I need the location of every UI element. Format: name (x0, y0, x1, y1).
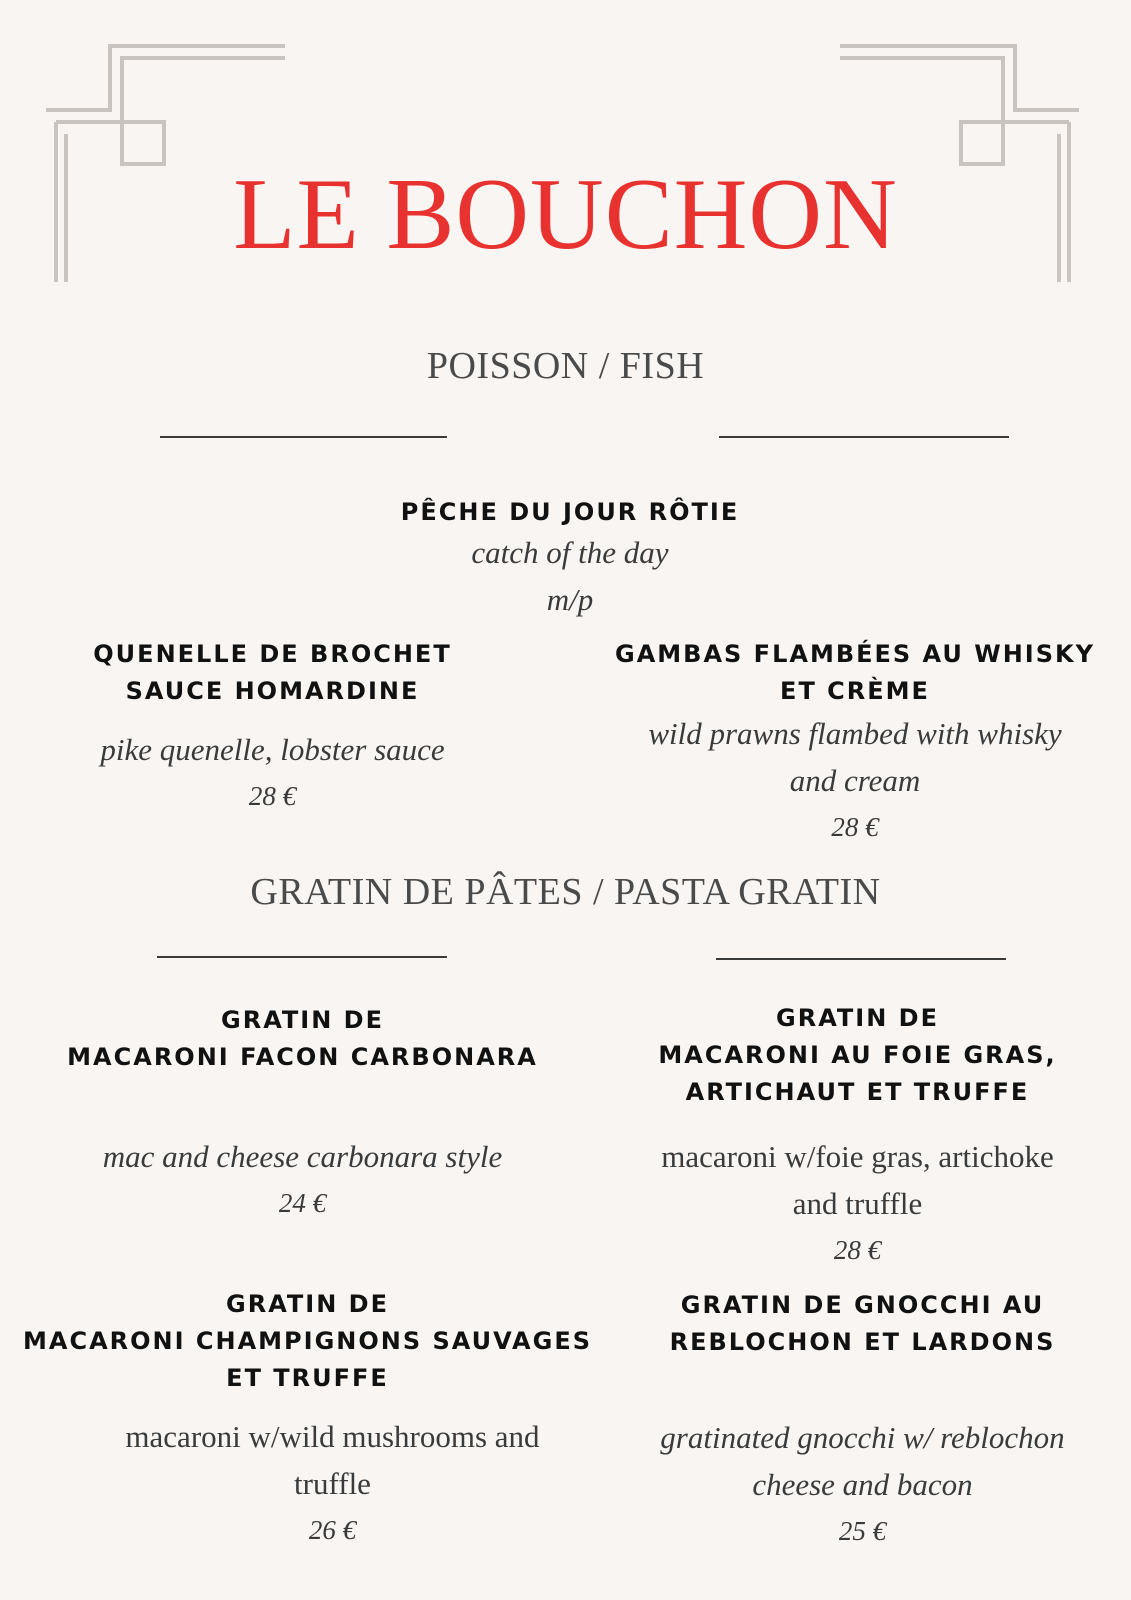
dish-price: 28 € (248, 781, 297, 811)
dish-price: m/p (546, 582, 594, 617)
dish-price: 25 € (838, 1516, 887, 1546)
dish-name-line3: ARTICHAUT ET TRUFFE (685, 1078, 1030, 1106)
dish-description-line1: macaroni w/foie gras, artichoke (661, 1139, 1054, 1174)
dish-price: 26 € (308, 1515, 357, 1545)
dish-price: 24 € (278, 1188, 327, 1218)
dish-name-line2: SAUCE HOMARDINE (125, 677, 420, 705)
dish-name-line2: MACARONI FACON CARBONARA (67, 1043, 538, 1071)
dish-description-line1: wild prawns flambed with whisky (648, 716, 1062, 751)
dish-price: 28 € (831, 812, 879, 842)
dish-name-line1: GRATIN DE (221, 1006, 384, 1034)
divider-right (719, 436, 1009, 438)
dish-description: catch of the day (471, 535, 669, 570)
dish-name-line3: ET TRUFFE (226, 1364, 389, 1392)
dish-name-line1: GRATIN DE GNOCCHI AU (680, 1291, 1045, 1319)
dish-description-line2: truffle (294, 1466, 371, 1501)
dish-quenelle (40, 636, 505, 820)
dish-description-line1: gratinated gnocchi w/ reblochon (660, 1420, 1065, 1455)
dish-gratin-foie-gras (600, 1000, 1115, 1274)
dish-name-line2: REBLOCHON ET LARDONS (669, 1328, 1056, 1356)
dish-description: mac and cheese carbonara style (102, 1139, 503, 1174)
dish-name-line1: QUENELLE DE BROCHET (93, 640, 452, 668)
dish-gratin-carbonara (30, 1002, 575, 1227)
divider-left (160, 436, 447, 438)
dish-description-line2: and truffle (792, 1186, 923, 1221)
divider-right (716, 958, 1006, 960)
dish-name-line1: GRATIN DE (226, 1290, 389, 1318)
dish-peche-du-jour (300, 494, 840, 623)
dish-name-line2: ET CRÈME (780, 677, 930, 705)
dish-description-line1: macaroni w/wild mushrooms and (125, 1419, 540, 1454)
dish-name-line2: MACARONI AU FOIE GRAS, (658, 1041, 1057, 1069)
restaurant-title: LE BOUCHON (233, 158, 898, 271)
divider-left (157, 956, 447, 958)
dish-gratin-champignons (10, 1286, 605, 1554)
dish-description-line2: and cream (789, 763, 921, 798)
dish-description: pike quenelle, lobster sauce (100, 732, 445, 767)
dish-gratin-gnocchi (605, 1287, 1120, 1555)
dish-description-line2: cheese and bacon (752, 1467, 973, 1502)
dish-name-line1: GAMBAS FLAMBÉES AU WHISKY (615, 640, 1095, 668)
section-title-pasta: GRATIN DE PÂTES / PASTA GRATIN (250, 871, 881, 913)
dish-price: 28 € (833, 1235, 882, 1265)
dish-name-line1: GRATIN DE (776, 1004, 939, 1032)
section-title-fish: POISSON / FISH (426, 345, 705, 387)
dish-name: PÊCHE DU JOUR RÔTIE (400, 498, 740, 526)
dish-gambas (590, 636, 1120, 851)
dish-name-line2: MACARONI CHAMPIGNONS SAUVAGES (23, 1327, 592, 1355)
